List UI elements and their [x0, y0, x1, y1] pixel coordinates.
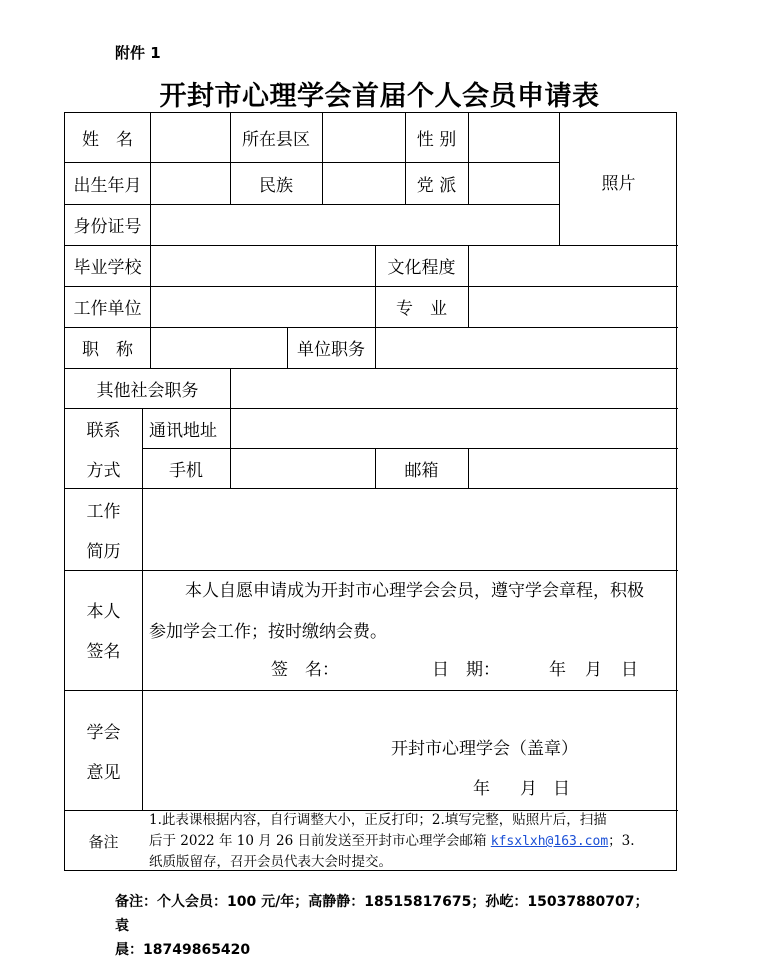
ethnicity-field[interactable]	[323, 163, 404, 203]
opinion-seal: 开封市心理学会（盖章）	[391, 739, 578, 759]
email-label: 邮箱	[404, 460, 439, 481]
notes-line2-suffix: ；3.	[608, 833, 635, 849]
phone-label: 手机	[169, 460, 203, 481]
education-field[interactable]	[469, 246, 677, 285]
gender-label: 性 别	[416, 130, 457, 150]
resume-label-line1: 工作	[86, 501, 121, 522]
notes-line3: 纸质版留存，召开会员代表大会时提交。	[149, 854, 392, 870]
opinion-month: 月	[520, 779, 537, 799]
sign-date-label: 日 期：	[432, 660, 500, 680]
party-field[interactable]	[469, 163, 558, 203]
sign-month: 月	[585, 660, 602, 680]
resume-field[interactable]	[143, 489, 677, 569]
county-label: 所在县区	[242, 130, 310, 150]
sign-label-line1: 本人	[86, 601, 121, 622]
school-label: 毕业学校	[73, 258, 142, 278]
gender-field[interactable]	[469, 114, 558, 161]
application-form-table	[64, 112, 677, 871]
notes-label: 备注	[88, 832, 119, 851]
title-rank-label: 职 称	[82, 340, 133, 360]
phone-field[interactable]	[231, 449, 374, 487]
sign-name-label: 签 名：	[271, 660, 339, 680]
sign-day: 日	[621, 660, 638, 680]
resume-label-line2: 简历	[86, 541, 121, 562]
opinion-day: 日	[553, 779, 570, 799]
footer-note	[115, 890, 660, 962]
workplace-field[interactable]	[151, 287, 374, 326]
opinion-label-line1: 学会	[86, 722, 121, 743]
name-label: 姓 名	[82, 130, 133, 150]
party-label: 党 派	[416, 175, 457, 196]
other-roles-label: 其他社会职务	[96, 380, 199, 401]
notes-line2	[149, 831, 635, 852]
address-field[interactable]	[231, 409, 677, 447]
form-title: 开封市心理学会首届个人会员申请表	[159, 81, 600, 112]
workplace-label: 工作单位	[73, 299, 142, 319]
notes-line2-prefix: 后于 2022 年 10 月 26 日前发送至开封市心理学会邮箱	[149, 833, 491, 849]
title-rank-field[interactable]	[151, 328, 286, 367]
position-label: 单位职务	[297, 340, 365, 360]
id-number-field[interactable]	[151, 205, 558, 244]
footer-line2: 晨：18749865420	[115, 942, 251, 958]
association-email-link[interactable]: kfsxlxh@163.com	[490, 834, 609, 849]
birth-field[interactable]	[151, 163, 229, 203]
notes-line1: 1.此表课根据内容，自行调整大小，正反打印；2.填写完整，贴照片后，扫描	[149, 812, 607, 828]
email-field[interactable]	[469, 449, 677, 487]
major-label: 专 业	[396, 299, 447, 319]
attachment-label: 附件 1	[115, 44, 161, 62]
other-roles-field[interactable]	[231, 369, 677, 407]
county-field[interactable]	[323, 114, 404, 161]
name-field[interactable]	[151, 114, 229, 161]
declaration-line1: 本人自愿申请成为开封市心理学会会员，遵守学会章程，积极	[185, 581, 644, 601]
address-label: 通讯地址	[149, 420, 217, 441]
contact-label-line1: 联系	[86, 420, 121, 441]
opinion-label-line2: 意见	[86, 762, 121, 783]
opinion-year: 年	[473, 779, 490, 799]
declaration-line2: 参加学会工作；按时缴纳会费。	[149, 622, 387, 642]
ethnicity-label: 民族	[259, 175, 293, 196]
birth-label: 出生年月	[73, 175, 142, 196]
position-field[interactable]	[376, 328, 677, 367]
notes-text	[149, 810, 635, 873]
education-label: 文化程度	[387, 258, 456, 278]
contact-label-line2: 方式	[86, 460, 121, 481]
school-field[interactable]	[151, 246, 374, 285]
sign-label-line2: 签名	[86, 641, 121, 662]
sign-year: 年	[549, 660, 566, 680]
major-field[interactable]	[469, 287, 677, 326]
id-number-label: 身份证号	[73, 217, 142, 237]
footer-line1: 备注：个人会员：100 元/年；高静静：18515817675；孙屹：15037880707；袁	[115, 894, 649, 934]
photo-placeholder: 照片	[601, 173, 636, 194]
